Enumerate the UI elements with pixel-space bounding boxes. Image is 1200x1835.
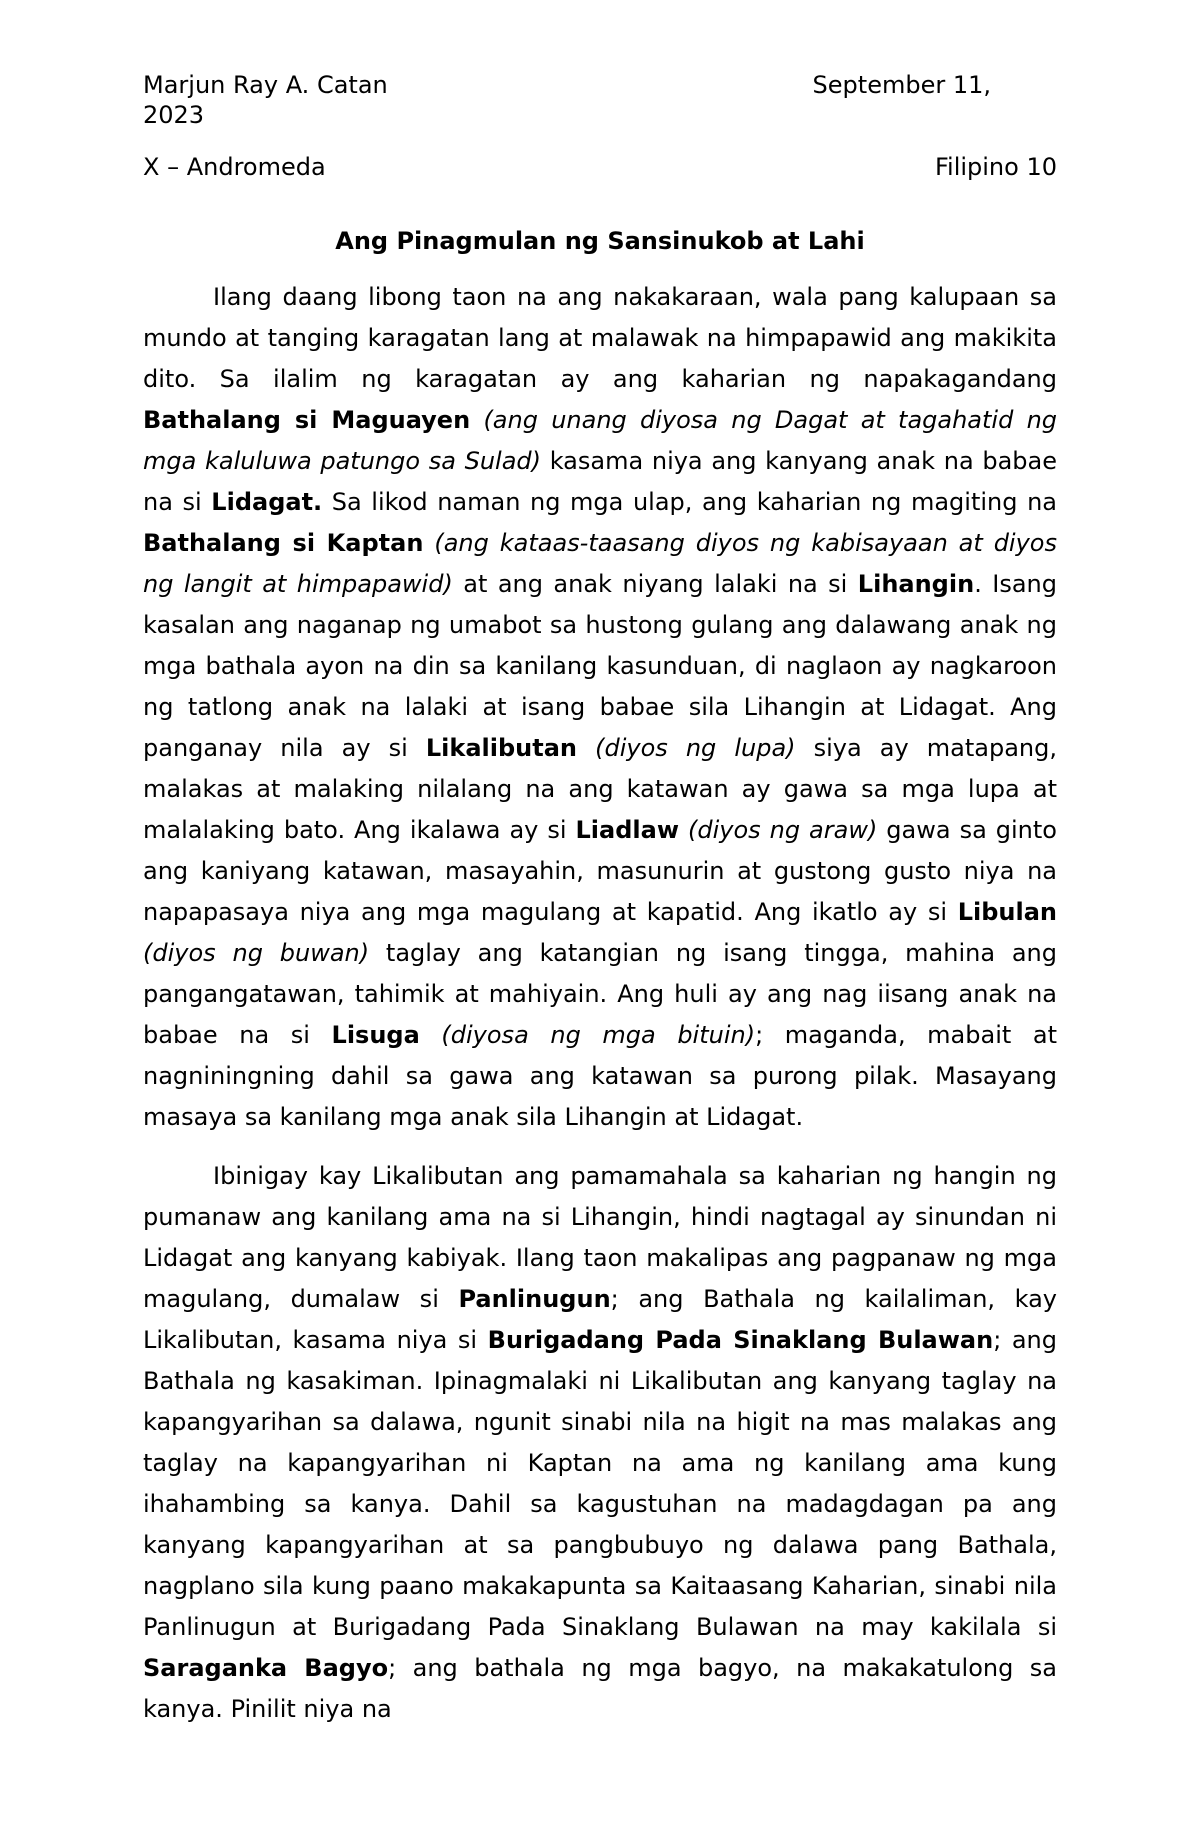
bold-name-text: Lisuga	[331, 1021, 420, 1049]
document-title: Ang Pinagmulan ng Sansinukob at Lahi	[335, 227, 865, 255]
italic-description-text: (diyosa ng mga bituin)	[441, 1021, 756, 1049]
paragraph-text: at ang anak niyang lalaki na si	[452, 570, 858, 598]
paragraph-text: Sa likod naman ng mga ulap, ang kaharian ng magiting na	[322, 488, 1057, 516]
paragraph-text: ; ang Bathala ng kasakiman. Ipinagmalaki ni Likalibutan ang kanyang taglay na kapangyarihan sa dalawa, ngunit sinabi nila na higit na mas malakas ang taglay na kapangyarihan ni Kaptan na ama ng kanilang ama kung ihahambing sa kanya. Dahil sa kagustuhan na madagdagan pa ang kanyang kapangyarihan at sa pangbubuyo ng dalawa pang Bathala, nagplano sila kung paano makakapunta sa Kaitaasang Kaharian, sinabi nila Panlinugun at Burigadang Pada Sinaklang Bulawan na may kakilala si	[143, 1326, 1058, 1641]
bold-name-text: Libulan	[957, 898, 1057, 926]
paragraph-text: ; ang Bathala ng kailaliman, kay Likalibutan, kasama niya si	[143, 1285, 1058, 1354]
paragraph-text: siya ay matapang, malakas at malaking nilalang na ang katawan ay gawa sa mga lupa at malalaking bato. Ang ikalawa ay si	[143, 734, 1057, 844]
paragraph-text	[423, 529, 434, 557]
bold-name-text: Lidagat.	[211, 488, 323, 516]
date-line-1: September 11,	[812, 71, 991, 99]
paragraph-text	[679, 816, 688, 844]
italic-description-text: (diyos ng araw)	[687, 816, 878, 844]
bold-name-text: Likalibutan	[425, 734, 578, 762]
class-section: X – Andromeda	[143, 153, 326, 181]
paragraph-text: kasama niya ang kanyang anak na babae na si	[143, 447, 1057, 516]
subject-name: Filipino 10	[934, 153, 1057, 181]
bold-name-text: Lihangin	[857, 570, 975, 598]
paragraph-text: Ilang daang libong taon na ang nakakaraan, wala pang kalupaan sa mundo at tanging karagatan lang at malawak na himpapawid ang makikita dito. Sa ilalim ng karagatan ay ang kaharian ng napakagandang	[143, 283, 1057, 393]
bold-name-text: Burigadang Pada Sinaklang Bulawan	[487, 1326, 994, 1354]
body-paragraph-1	[143, 277, 1057, 1138]
paragraph-text: taglay ang katangian ng isang tingga, mahina ang pangangatawan, tahimik at mahiyain. Ang huli ay ang nag iisang anak na babae na si	[143, 939, 1058, 1049]
italic-description-text: (diyos ng buwan)	[143, 939, 370, 967]
body-paragraph-2	[143, 1156, 1057, 1730]
italic-description-text: (ang unang diyosa ng Dagat at tagahatid ng mga kaluluwa patungo sa Sulad)	[143, 406, 1058, 475]
bold-name-text: Liadlaw	[575, 816, 679, 844]
paragraph-text	[577, 734, 595, 762]
paragraph-text: gawa sa ginto ang kaniyang katawan, masayahin, masunurin at gustong gusto niya na napapasaya niya ang mga magulang at kapatid. Ang ikatlo ay si	[143, 816, 1057, 926]
paragraph-text	[420, 1021, 442, 1049]
italic-description-text: (diyos ng lupa)	[595, 734, 796, 762]
bold-name-text: Bathalang si Kaptan	[143, 529, 424, 557]
paragraph-text: ; maganda, mabait at nagniningning dahil sa gawa ang katawan sa purong pilak. Masayang masaya sa kanilang mga anak sila Lihangin at Lidagat.	[143, 1021, 1057, 1131]
paragraph-text	[470, 406, 483, 434]
paragraph-text: ; ang bathala ng mga bagyo, na makakatulong sa kanya. Pinilit niya na	[143, 1654, 1057, 1723]
date-line-2: 2023	[143, 101, 205, 129]
bold-name-text: Bathalang si Maguayen	[143, 406, 471, 434]
author-name: Marjun Ray A. Catan	[143, 71, 388, 99]
italic-description-text: (ang kataas-taasang diyos ng kabisayaan at diyos ng langit at himpapawid)	[143, 529, 1057, 598]
bold-name-text: Panlinugun	[458, 1285, 611, 1313]
paragraph-text: Ibinigay kay Likalibutan ang pamamahala sa kaharian ng hangin ng pumanaw ang kanilang ama na si Lihangin, hindi nagtagal ay sinundan ni Lidagat ang kanyang kabiyak. Ilang taon makalipas ang pagpanaw ng mga magulang, dumalaw si	[143, 1162, 1057, 1313]
bold-name-text: Saraganka Bagyo	[143, 1654, 389, 1682]
paragraph-text: . Isang kasalan ang naganap ng umabot sa hustong gulang ang dalawang anak ng mga bathala ayon na din sa kanilang kasunduan, di naglaon ay nagkaroon ng tatlong anak na lalaki at isang babae sila Lihangin at Lidagat. Ang panganay nila ay si	[143, 570, 1057, 762]
